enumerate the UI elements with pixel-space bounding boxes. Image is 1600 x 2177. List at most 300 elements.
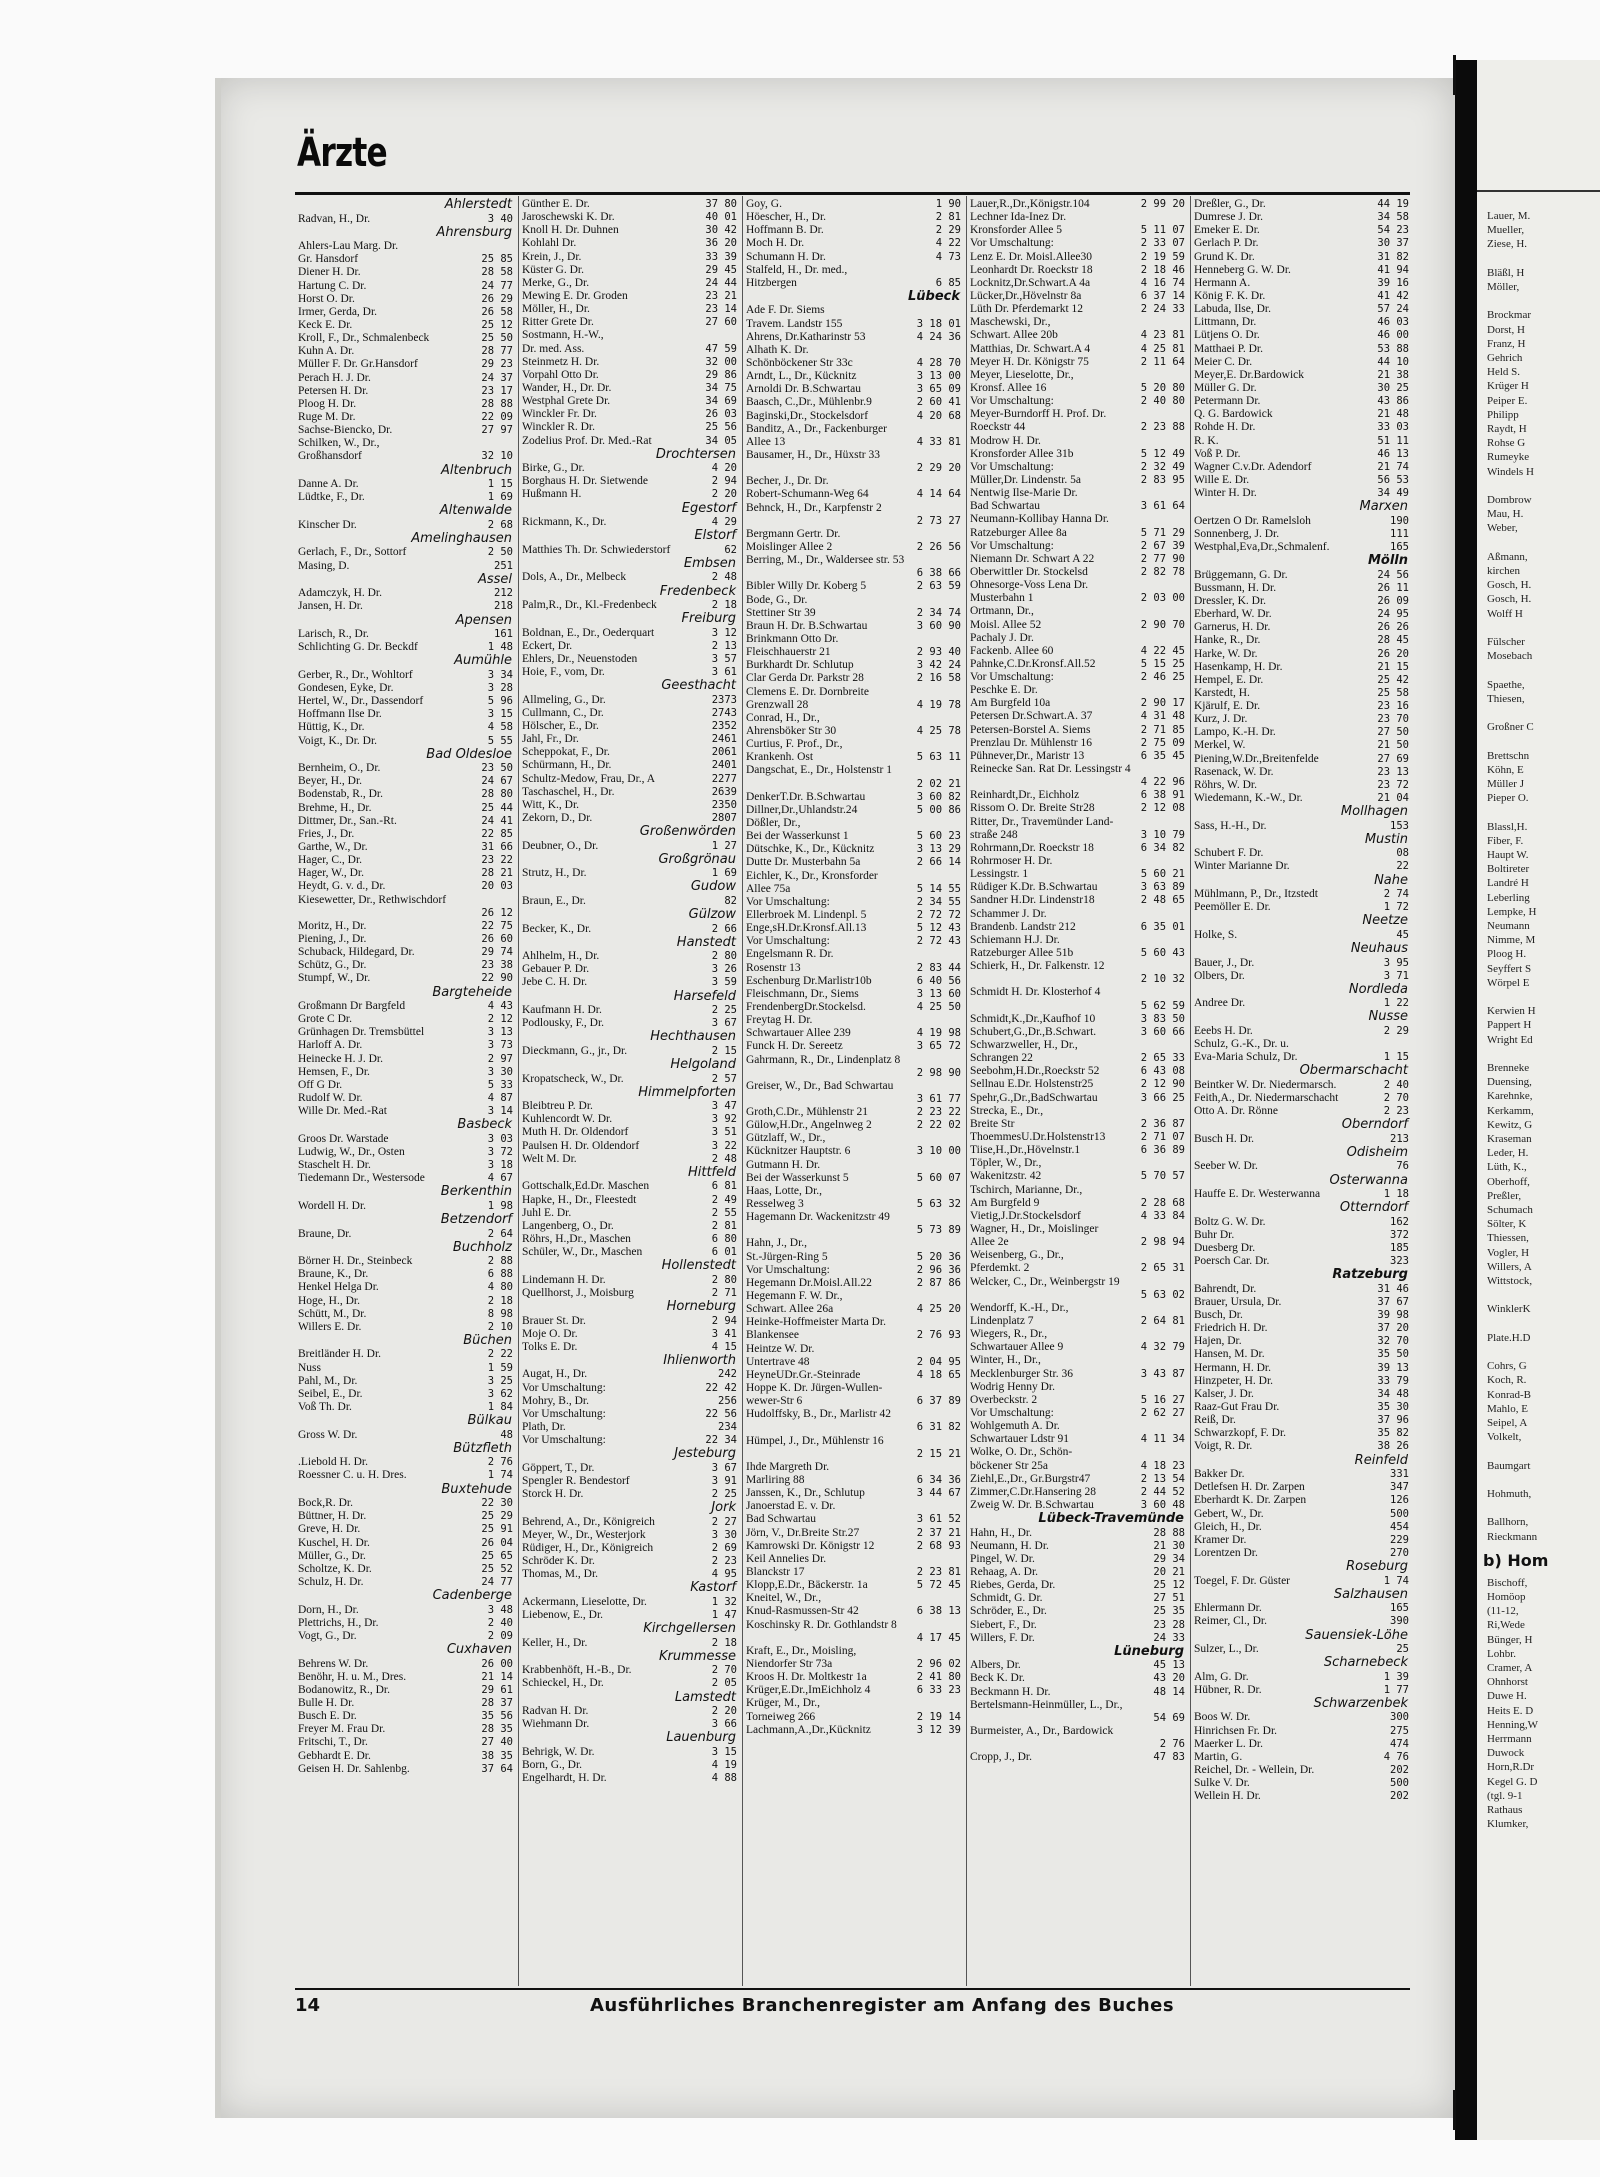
entry-name: Wagner, H., Dr., Moislinger xyxy=(970,1222,1099,1235)
entry-name: Untertrave 48 xyxy=(746,1355,810,1368)
entry-name: Pferdemkt. 2 xyxy=(970,1262,1030,1275)
entry-phone: 3 60 90 xyxy=(916,619,961,632)
entry-name: Cropp, J., Dr. xyxy=(970,1751,1032,1764)
town-heading: Geesthacht xyxy=(661,678,736,694)
directory-entry xyxy=(298,1497,516,1510)
entry-name: Schuback, Hildegard, Dr. xyxy=(298,946,415,959)
entry-name: Hermann, H. Dr. xyxy=(1194,1361,1271,1374)
entry-name: Kuhlencordt W. Dr. xyxy=(522,1113,613,1126)
entry-name: .Liebold H. Dr. xyxy=(298,1456,368,1469)
entry-name: Pingel, W. Dr. xyxy=(970,1552,1035,1565)
entry-name: Marliring 88 xyxy=(746,1474,805,1486)
entry-phone: 21 14 xyxy=(481,1670,513,1683)
adjacent-page-line: Herrmann xyxy=(1487,1733,1532,1745)
entry-phone: 4 11 34 xyxy=(1140,1433,1185,1446)
directory-entry xyxy=(298,1763,516,1776)
adjacent-page-line: Blassl,H. xyxy=(1487,820,1528,833)
entry-phone: 6 35 45 xyxy=(1140,749,1185,762)
adjacent-page-line: Dorst, H xyxy=(1487,323,1525,336)
entry-name: straße 248 xyxy=(970,828,1018,841)
entry-name: Torneiweg 266 xyxy=(746,1710,816,1723)
entry-name: Kraft, E., Dr., Moisling, xyxy=(746,1644,857,1657)
entry-name: Baginski,Dr., Stockelsdorf xyxy=(746,409,869,422)
entry-name: Sostmann, H.-W., xyxy=(522,329,604,342)
entry-phone: 3 15 xyxy=(487,708,513,721)
directory-entry xyxy=(970,527,1188,540)
entry-name: Deubner, O., Dr. xyxy=(522,839,599,852)
entry-phone: 24 37 xyxy=(481,371,513,384)
directory-entry xyxy=(1194,753,1412,766)
directory-entry xyxy=(746,1224,964,1237)
directory-entry xyxy=(746,357,964,370)
entry-phone: 1 32 xyxy=(711,1595,737,1608)
directory-entry xyxy=(522,264,740,277)
directory-entry xyxy=(1194,1229,1412,1242)
entry-phone: 46 13 xyxy=(1377,447,1409,460)
directory-column xyxy=(522,198,740,1983)
entry-phone: 3 13 00 xyxy=(916,370,961,383)
entry-phone: 37 67 xyxy=(1377,1295,1409,1308)
adjacent-page-line: Brockmar xyxy=(1487,309,1531,322)
entry-name: St.-Jürgen-Ring 5 xyxy=(746,1250,828,1263)
directory-entry xyxy=(746,1461,964,1474)
directory-entry xyxy=(970,579,1188,592)
entry-name: Gebhardt E. Dr. xyxy=(298,1749,371,1762)
book-gutter xyxy=(1455,60,1477,2140)
entry-phone: 1 22 xyxy=(1383,997,1409,1010)
entry-name: Resselweg 3 xyxy=(746,1198,804,1211)
entry-phone: 4 15 xyxy=(711,1340,737,1353)
directory-entry xyxy=(1194,700,1412,713)
entry-phone: 2 13 54 xyxy=(1140,1472,1185,1485)
directory-entry xyxy=(970,211,1188,224)
entry-phone: 25 65 xyxy=(481,1549,513,1562)
entry-name: Eichler, K., Dr., Kronsforder xyxy=(746,869,878,882)
entry-name: Heinecke H. J. Dr. xyxy=(298,1052,383,1065)
entry-name: Vor Umschaltung: xyxy=(970,1406,1054,1419)
directory-entry xyxy=(746,528,964,541)
entry-phone: 3 40 xyxy=(487,212,513,225)
directory-entry xyxy=(298,1079,516,1092)
entry-name: Behnck, H., Dr., Karpfenstr 2 xyxy=(746,501,882,514)
town-heading: Nordleda xyxy=(1348,981,1408,997)
entry-phone: 2 29 xyxy=(935,224,961,237)
entry-name: Breite Str xyxy=(970,1117,1015,1130)
directory-entry xyxy=(522,1759,740,1772)
town-heading: Sauensiek-Löhe xyxy=(1305,1627,1408,1643)
entry-phone: 2807 xyxy=(711,811,737,824)
entry-phone: 2 65 33 xyxy=(1140,1052,1185,1065)
entry-name: Zimmer,C.Dr.Hansering 28 xyxy=(970,1485,1097,1498)
town-heading: Gudow xyxy=(690,879,736,895)
entry-phone: 3 59 xyxy=(711,976,737,989)
entry-name: Bausamer, H., Dr., Hüxstr 33 xyxy=(746,449,881,462)
directory-entry xyxy=(970,343,1188,356)
entry-phone: 6 43 08 xyxy=(1140,1065,1185,1078)
directory-entry xyxy=(298,411,516,424)
directory-entry xyxy=(746,1369,964,1382)
entry-phone: 229 xyxy=(1390,1533,1409,1546)
directory-entry xyxy=(970,277,1188,290)
directory-entry xyxy=(1194,1725,1412,1738)
entry-phone: 24 33 xyxy=(1153,1631,1185,1644)
directory-entry xyxy=(298,1321,516,1334)
entry-phone: 2 46 25 xyxy=(1140,671,1185,684)
directory-entry xyxy=(522,224,740,237)
directory-entry xyxy=(1194,528,1412,541)
entry-phone: 2 02 21 xyxy=(916,777,961,790)
directory-entry xyxy=(1194,739,1412,752)
directory-entry xyxy=(746,843,964,856)
adjacent-page-line: Rumeyke xyxy=(1487,451,1530,464)
entry-phone: 3 43 87 xyxy=(1140,1367,1185,1380)
entry-phone: 35 30 xyxy=(1377,1401,1409,1414)
entry-name: Nentwig Ilse-Marie Dr. xyxy=(970,487,1078,500)
directory-entry xyxy=(1194,343,1412,356)
directory-entry xyxy=(298,762,516,775)
entry-phone: 2 32 49 xyxy=(1140,460,1185,473)
directory-entry xyxy=(298,1268,516,1281)
entry-name: Leonhardt Dr. Roeckstr 18 xyxy=(970,263,1093,276)
directory-entry xyxy=(1194,1602,1412,1615)
entry-name: Lindemann H. Dr. xyxy=(522,1273,606,1286)
directory-entry xyxy=(522,1421,740,1434)
entry-name: böckener Str 25a xyxy=(970,1459,1048,1472)
entry-phone: 26 26 xyxy=(1377,621,1409,634)
entry-name: Hanke, R., Dr. xyxy=(1194,634,1261,647)
entry-name: Vor Umschaltung: xyxy=(970,539,1054,552)
entry-name: Busch E. Dr. xyxy=(298,1710,357,1723)
entry-name: Wohlgemuth A. Dr. xyxy=(970,1420,1060,1433)
directory-entry xyxy=(522,773,740,786)
directory-entry xyxy=(746,1316,964,1329)
entry-name: Garnerus, H. Dr. xyxy=(1194,621,1271,634)
directory-entry xyxy=(746,1711,964,1724)
entry-name: Emeker E. Dr. xyxy=(1194,224,1260,237)
entry-name: Gondesen, Eyke, Dr. xyxy=(298,681,394,694)
entry-name: Prenzlau Dr. Mühlenstr 16 xyxy=(970,736,1093,749)
adjacent-page-line: Fülscher xyxy=(1487,636,1525,648)
directory-entry xyxy=(522,812,740,825)
adjacent-page-line: Karehnke, xyxy=(1487,1090,1533,1103)
directory-entry xyxy=(522,1180,740,1193)
directory-entry xyxy=(298,854,516,867)
entry-phone: 34 48 xyxy=(1377,1387,1409,1400)
directory-entry xyxy=(970,724,1188,737)
directory-entry xyxy=(746,699,964,712)
entry-name: Hölscher, E., Dr. xyxy=(522,720,599,732)
entry-name: Schubert,G.,Dr.,B.Schwart. xyxy=(970,1025,1097,1038)
town-heading: Mustin xyxy=(1364,831,1408,847)
directory-entry xyxy=(298,437,516,450)
entry-phone: 4 19 xyxy=(711,1759,737,1772)
entry-name: Wellein H. Dr. xyxy=(1194,1790,1261,1803)
entry-phone: 2 98 94 xyxy=(1140,1236,1185,1249)
adjacent-page-line: Mau, H. xyxy=(1487,508,1524,521)
entry-name: Beckmann H. Dr. xyxy=(970,1685,1051,1698)
adjacent-page-line: Held S. xyxy=(1487,366,1520,379)
entry-name: Buhr Dr. xyxy=(1194,1228,1235,1241)
directory-entry xyxy=(298,1697,516,1710)
directory-entry xyxy=(298,628,516,641)
adjacent-page-line: Pappert H xyxy=(1487,1019,1532,1032)
entry-phone: 2277 xyxy=(711,772,737,785)
entry-phone: 4 17 45 xyxy=(916,1631,961,1644)
directory-entry xyxy=(746,896,964,909)
adjacent-page-line: Rathaus xyxy=(1487,1804,1523,1816)
entry-phone: 234 xyxy=(718,1420,737,1433)
directory-entry xyxy=(970,1632,1188,1645)
entry-name: wewer-Str 6 xyxy=(746,1395,803,1408)
entry-phone: 218 xyxy=(494,600,513,613)
town-heading: Lüneburg xyxy=(1114,1643,1184,1659)
directory-entry xyxy=(970,1605,1188,1618)
entry-name: Rudolf W. Dr. xyxy=(298,1092,363,1105)
entry-phone: 5 12 49 xyxy=(1140,447,1185,460)
entry-name: Bad Schwartau xyxy=(746,1513,816,1526)
entry-name: Sass, H.-H., Dr. xyxy=(1194,819,1267,832)
entry-phone: 28 80 xyxy=(481,788,513,801)
adjacent-page-line: Peiper E. xyxy=(1487,394,1528,407)
entry-phone: 2 80 xyxy=(711,950,737,963)
entry-phone: 6 33 23 xyxy=(916,1684,961,1697)
directory-entry xyxy=(746,962,964,975)
directory-entry xyxy=(1194,687,1412,700)
directory-entry xyxy=(746,1632,964,1645)
adjacent-page-line: Neumann xyxy=(1487,920,1530,932)
entry-phone: 2 68 xyxy=(487,518,513,531)
directory-entry xyxy=(746,423,964,436)
directory-entry xyxy=(522,976,740,989)
entry-phone: 2 44 52 xyxy=(1140,1485,1185,1498)
directory-entry xyxy=(746,1040,964,1053)
entry-name: Welcker, C., Dr., Weinbergstr 19 xyxy=(970,1275,1120,1288)
entry-phone: 20 21 xyxy=(1153,1565,1185,1578)
town-heading: Ahlerstedt xyxy=(444,198,512,212)
entry-name: Winter H. Dr. xyxy=(1194,487,1257,500)
entry-name: Spengler R. Bendestorf xyxy=(522,1474,630,1487)
entry-phone: 6 37 89 xyxy=(916,1395,961,1408)
entry-phone: 5 00 86 xyxy=(916,803,961,816)
directory-entry xyxy=(970,710,1188,723)
entry-phone: 34 49 xyxy=(1377,487,1409,500)
entry-phone: 256 xyxy=(718,1394,737,1407)
entry-phone: 2 18 xyxy=(487,1294,513,1307)
entry-name: Wiedemann, K.-W., Dr. xyxy=(1194,792,1303,805)
entry-name: Stalfeld, H., Dr. med., xyxy=(746,263,848,276)
directory-entry xyxy=(298,1039,516,1052)
footer-note: Ausführliches Branchenregister am Anfang des Buches xyxy=(590,1995,1175,2016)
directory-entry xyxy=(746,1724,964,1737)
entry-phone: 1 74 xyxy=(487,1469,513,1482)
adjacent-page-line: Ri,Wede xyxy=(1487,1619,1525,1632)
entry-phone: 3 10 00 xyxy=(916,1145,961,1158)
directory-entry xyxy=(522,694,740,707)
entry-name: Pahnke,C.Dr.Kronsf.All.52 xyxy=(970,657,1096,670)
directory-entry xyxy=(1194,621,1412,634)
entry-name: Taschaschel, H., Dr. xyxy=(522,785,615,798)
directory-entry xyxy=(746,1106,964,1119)
entry-phone: 2 10 32 xyxy=(1140,973,1185,986)
entry-name: Juhl E. Dr. xyxy=(522,1206,572,1219)
entry-phone: 4 23 81 xyxy=(1140,329,1185,342)
directory-entry xyxy=(746,1277,964,1290)
entry-name: Hinrichsen Fr. Dr. xyxy=(1194,1724,1278,1737)
directory-entry xyxy=(1194,1375,1412,1388)
town-heading: Apensen xyxy=(455,612,512,628)
entry-name: Hermann A. xyxy=(1194,276,1251,289)
entry-phone: 2 19 14 xyxy=(916,1710,961,1723)
directory-entry xyxy=(298,1537,516,1550)
directory-entry xyxy=(522,895,740,908)
entry-phone: 2 74 xyxy=(1383,888,1409,901)
adjacent-page-line: Gosch, H. xyxy=(1487,593,1532,606)
entry-phone: 47 83 xyxy=(1153,1751,1185,1764)
directory-entry xyxy=(298,933,516,946)
entry-phone: 2 64 xyxy=(487,1227,513,1240)
directory-entry xyxy=(522,1246,740,1259)
entry-name: Keck E. Dr. xyxy=(298,318,353,331)
directory-entry xyxy=(746,1356,964,1369)
adjacent-page-line: Bischoff, xyxy=(1487,1576,1528,1589)
adjacent-page-line: Dombrow xyxy=(1487,494,1532,506)
entry-name: Benöhr, H. u. M., Dres. xyxy=(298,1670,407,1683)
directory-entry xyxy=(1194,1764,1412,1777)
entry-name: Petersen Dr.Schwart.A. 37 xyxy=(970,710,1093,723)
entry-phone: 2 15 21 xyxy=(916,1447,961,1460)
directory-entry xyxy=(1194,820,1412,833)
entry-name: Seibel, E., Dr. xyxy=(298,1387,363,1400)
entry-name: Rohrmann,Dr. Roeckstr 18 xyxy=(970,841,1094,854)
directory-entry xyxy=(970,1368,1188,1381)
entry-phone: 30 42 xyxy=(705,224,737,237)
directory-entry xyxy=(970,1210,1188,1223)
entry-name: Strutz, H., Dr. xyxy=(522,867,587,880)
entry-name: Stumpf, W., Dr. xyxy=(298,972,371,985)
directory-entry xyxy=(970,1289,1188,1302)
entry-name: Ratzeburger Allee 8a xyxy=(970,526,1067,539)
entry-phone: 34 75 xyxy=(705,381,737,394)
directory-entry xyxy=(298,894,516,907)
directory-entry xyxy=(522,1718,740,1731)
adjacent-page-line: Vogler, H xyxy=(1487,1246,1530,1259)
entry-phone: 2 48 xyxy=(711,571,737,584)
entry-phone: 21 50 xyxy=(1377,739,1409,752)
entry-name: Seebohm,H.Dr.,Roeckstr 52 xyxy=(970,1065,1100,1078)
page-number: 14 xyxy=(295,1995,321,2016)
entry-name: Vor Umschaltung: xyxy=(746,1263,830,1276)
directory-entry xyxy=(522,1542,740,1555)
entry-name: Allee 2e xyxy=(970,1236,1009,1249)
directory-entry xyxy=(746,791,964,804)
entry-name: Rickmann, K., Dr. xyxy=(522,516,607,529)
directory-entry xyxy=(522,329,740,342)
directory-entry xyxy=(522,488,740,501)
entry-name: Grünhagen Dr. Tremsbüttel xyxy=(298,1026,425,1039)
entry-name: Winckler Fr. Dr. xyxy=(522,408,597,421)
town-heading: Scharnebeck xyxy=(1323,1655,1408,1671)
entry-name: Lenz E. Dr. Moisl.Allee30 xyxy=(970,250,1093,263)
adjacent-page-line: Plate.H.D xyxy=(1487,1331,1531,1344)
town-heading: Hittfeld xyxy=(687,1164,736,1180)
directory-entry xyxy=(298,519,516,532)
directory-entry xyxy=(1194,1615,1412,1628)
entry-phone: 6 36 89 xyxy=(1140,1144,1185,1157)
directory-entry xyxy=(522,356,740,369)
town-heading: Lamstedt xyxy=(674,1689,736,1705)
entry-name: Wille E. Dr. xyxy=(1194,473,1250,486)
directory-entry xyxy=(298,735,516,748)
entry-phone: 4 22 xyxy=(935,237,961,250)
directory-entry xyxy=(970,1460,1188,1473)
directory-entry xyxy=(1194,766,1412,779)
entry-name: Lücker,Dr.,Hövelnstr 8a xyxy=(970,289,1082,302)
entry-name: Kaufmann H. Dr. xyxy=(522,1004,602,1017)
entry-phone: 3 14 xyxy=(487,1105,513,1118)
entry-name: Reinhardt,Dr., Eichholz xyxy=(970,789,1080,802)
entry-phone: 4 25 20 xyxy=(916,1303,961,1316)
directory-entry xyxy=(970,829,1188,842)
entry-name: Kurz, J. Dr. xyxy=(1194,713,1248,726)
entry-phone: 35 56 xyxy=(481,1710,513,1723)
directory-entry xyxy=(970,671,1188,684)
adjacent-page-line: Lüth, K., xyxy=(1487,1161,1527,1174)
directory-entry xyxy=(746,1198,964,1211)
directory-entry xyxy=(746,462,964,475)
directory-entry xyxy=(522,1677,740,1690)
town-heading: Buxtehude xyxy=(441,1481,512,1497)
directory-entry xyxy=(522,1328,740,1341)
directory-entry xyxy=(522,1555,740,1568)
directory-entry xyxy=(1194,421,1412,434)
entry-name: Harke, W. Dr. xyxy=(1194,647,1258,660)
directory-entry xyxy=(1194,1051,1412,1064)
entry-phone: 2639 xyxy=(711,785,737,798)
directory-entry xyxy=(522,571,740,584)
entry-phone: 38 35 xyxy=(481,1749,513,1762)
entry-phone: 6 80 xyxy=(711,1232,737,1245)
entry-name: Ritter Grete Dr. xyxy=(522,316,594,329)
entry-phone: 5 63 11 xyxy=(916,751,961,764)
directory-entry xyxy=(298,1710,516,1723)
entry-name: Berring, M., Dr., Waldersee str. 53 xyxy=(746,554,905,567)
directory-entry xyxy=(746,1080,964,1093)
adjacent-page-line: Fiber, F. xyxy=(1487,834,1524,847)
directory-entry xyxy=(298,1671,516,1684)
entry-name: Am Burgfeld 10a xyxy=(970,697,1051,710)
entry-phone: 25 91 xyxy=(481,1523,513,1536)
adjacent-page-rule xyxy=(1477,190,1600,192)
entry-phone: 3 18 01 xyxy=(916,317,961,330)
adjacent-page-line: Kerkamm, xyxy=(1487,1104,1534,1117)
entry-phone: 40 01 xyxy=(705,211,737,224)
entry-phone: 4 29 xyxy=(711,516,737,529)
entry-name: Kuhn A. Dr. xyxy=(298,345,355,358)
entry-phone: 2 28 68 xyxy=(1140,1196,1185,1209)
entry-name: Brehme, H., Dr. xyxy=(298,801,372,814)
entry-phone: 242 xyxy=(718,1368,737,1381)
directory-entry xyxy=(1194,1335,1412,1348)
directory-entry xyxy=(970,540,1188,553)
directory-entry xyxy=(1194,1105,1412,1118)
entry-phone: 35 82 xyxy=(1377,1427,1409,1440)
directory-entry xyxy=(746,594,964,607)
directory-entry xyxy=(522,369,740,382)
adjacent-page-line: Lempke, H xyxy=(1487,905,1537,918)
entry-phone: 3 61 xyxy=(711,666,737,679)
adjacent-page-line: Heits E. D xyxy=(1487,1704,1534,1717)
entry-phone: 26 29 xyxy=(481,292,513,305)
